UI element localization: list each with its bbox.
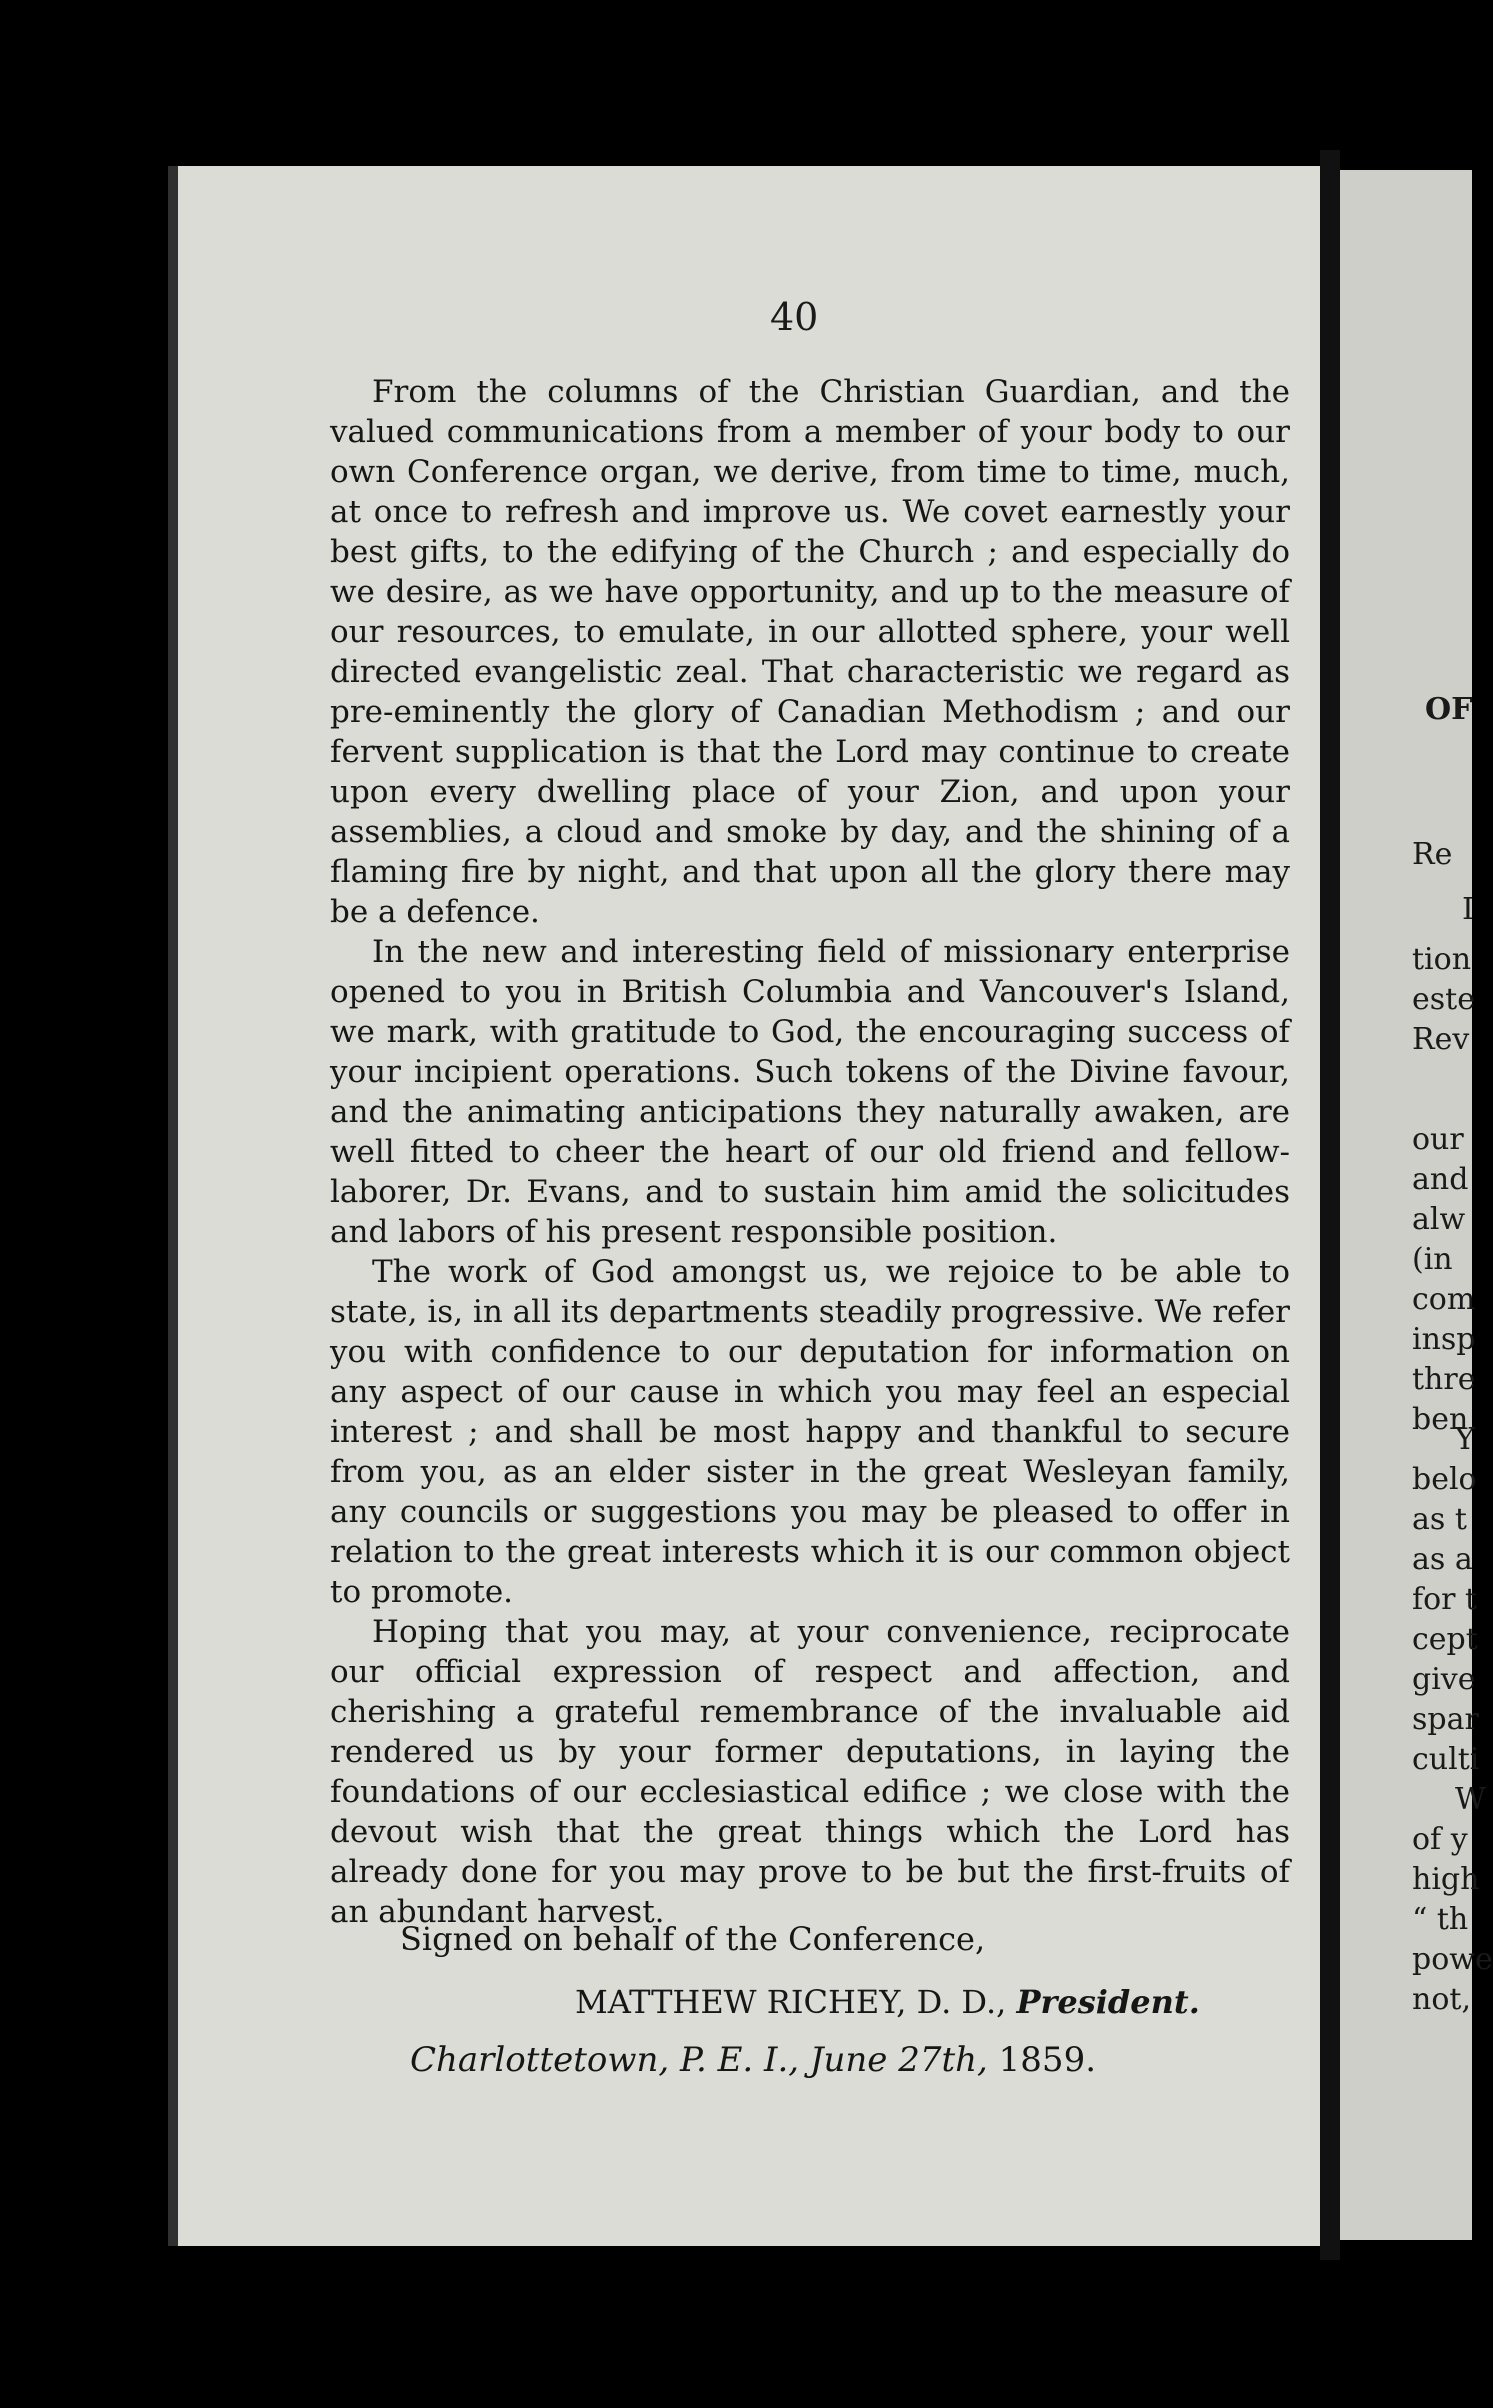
adjacent-fragment: insp [1412,1322,1476,1357]
adjacent-fragment: I [1462,892,1474,927]
place: Charlottetown, P. E. I., June 27th, [410,2040,988,2080]
place-and-date [410,2040,1096,2080]
adjacent-fragment: “ th [1412,1902,1469,1937]
adjacent-fragment: culti [1412,1742,1480,1777]
adjacent-fragment: Rev [1412,1022,1470,1057]
paragraph-3: The work of God amongst us, we rejoice to be able to state, is, in all its departments steadily progressive. We refer you with confidence to our deputation for information on any aspect of our cause in which you may feel an especial interest ; and shall be most happy and thankful to secure from you, as an elder sister in the great Wesleyan family, any councils or suggestions you may be pleased to offer in relation to the great interests which it is our common object to promote. [330,1254,1290,1610]
adjacent-fragment: W [1455,1782,1486,1817]
adjacent-fragment: ben [1412,1402,1469,1437]
adjacent-fragment: powe [1412,1942,1493,1977]
page-number: 40 [770,295,819,339]
adjacent-fragment: give [1412,1662,1476,1697]
adjacent-fragment: not, [1412,1982,1471,2017]
adjacent-fragment: Re [1412,837,1453,872]
adjacent-fragment: as t [1412,1502,1467,1537]
adjacent-fragment: thre [1412,1362,1476,1397]
paragraph-4: Hoping that you may, at your convenience, reciprocate our official expression of respect and affection, and cherishing a grateful remembrance of the invaluable aid rendered us by your former deputations, in laying the foundations of our ecclesiastical edifice ; we close with the devout wish that the great things which the Lord has already done for you may prove to be but the first-fruits of an abundant harvest. [330,1614,1290,1930]
adjacent-fragment: alw [1412,1202,1466,1237]
adjacent-fragment: Y [1455,1422,1475,1457]
adjacent-fragment: our [1412,1122,1464,1157]
adjacent-fragment: cept [1412,1622,1478,1657]
signer-title: President. [1016,1983,1200,2021]
adjacent-fragment: spar [1412,1702,1479,1737]
signer [575,1983,1200,2021]
adjacent-fragment: este [1412,982,1475,1017]
adjacent-fragment: tion [1412,942,1472,977]
adjacent-fragment: for t [1412,1582,1478,1617]
adjacent-fragment: of y [1412,1822,1468,1857]
adjacent-fragment: and [1412,1162,1469,1197]
signer-name: MATTHEW RICHEY, D. D., [575,1983,1007,2021]
adjacent-fragment: OF [1425,692,1473,727]
adjacent-fragment: (in [1412,1242,1453,1277]
adjacent-fragment: high [1412,1862,1480,1897]
letter-body [330,372,1290,1932]
paragraph-1: From the columns of the Christian Guardian, and the valued communications from a member of your body to our own Conference organ, we derive, from time to time, much, at once to refresh and improve us. We covet earnestly your best gifts, to the edifying of the Church ; and especially do we desire, as we have opportunity, and up to the measure of our resources, to emulate, in our allotted sphere, your well directed evangelistic zeal. That characteristic we regard as pre-eminently the glory of Canadian Methodism ; and our fervent supplication is that the Lord may continue to create upon every dwelling place of your Zion, and upon your assemblies, a cloud and smoke by day, and the shining of a flaming fire by night, and that upon all the glory there may be a defence. [330,374,1290,930]
paragraph-2: In the new and interesting field of missionary enterprise opened to you in British Columbia and Vancouver's Island, we mark, with gratitude to God, the encouraging success of your incipient operations. Such tokens of the Divine favour, and the animating anticipations they naturally awaken, are well fitted to cheer the heart of our old friend and fellow-laborer, Dr. Evans, and to sustain him amid the solicitudes and labors of his present responsible position. [330,934,1290,1250]
adjacent-fragment: as a [1412,1542,1473,1577]
adjacent-fragment: com [1412,1282,1476,1317]
book-gutter [1320,150,1340,2260]
signed-on-behalf-line: Signed on behalf of the Conference, [400,1920,986,1958]
adjacent-fragment: belo [1412,1462,1477,1497]
year: 1859. [998,2040,1097,2080]
